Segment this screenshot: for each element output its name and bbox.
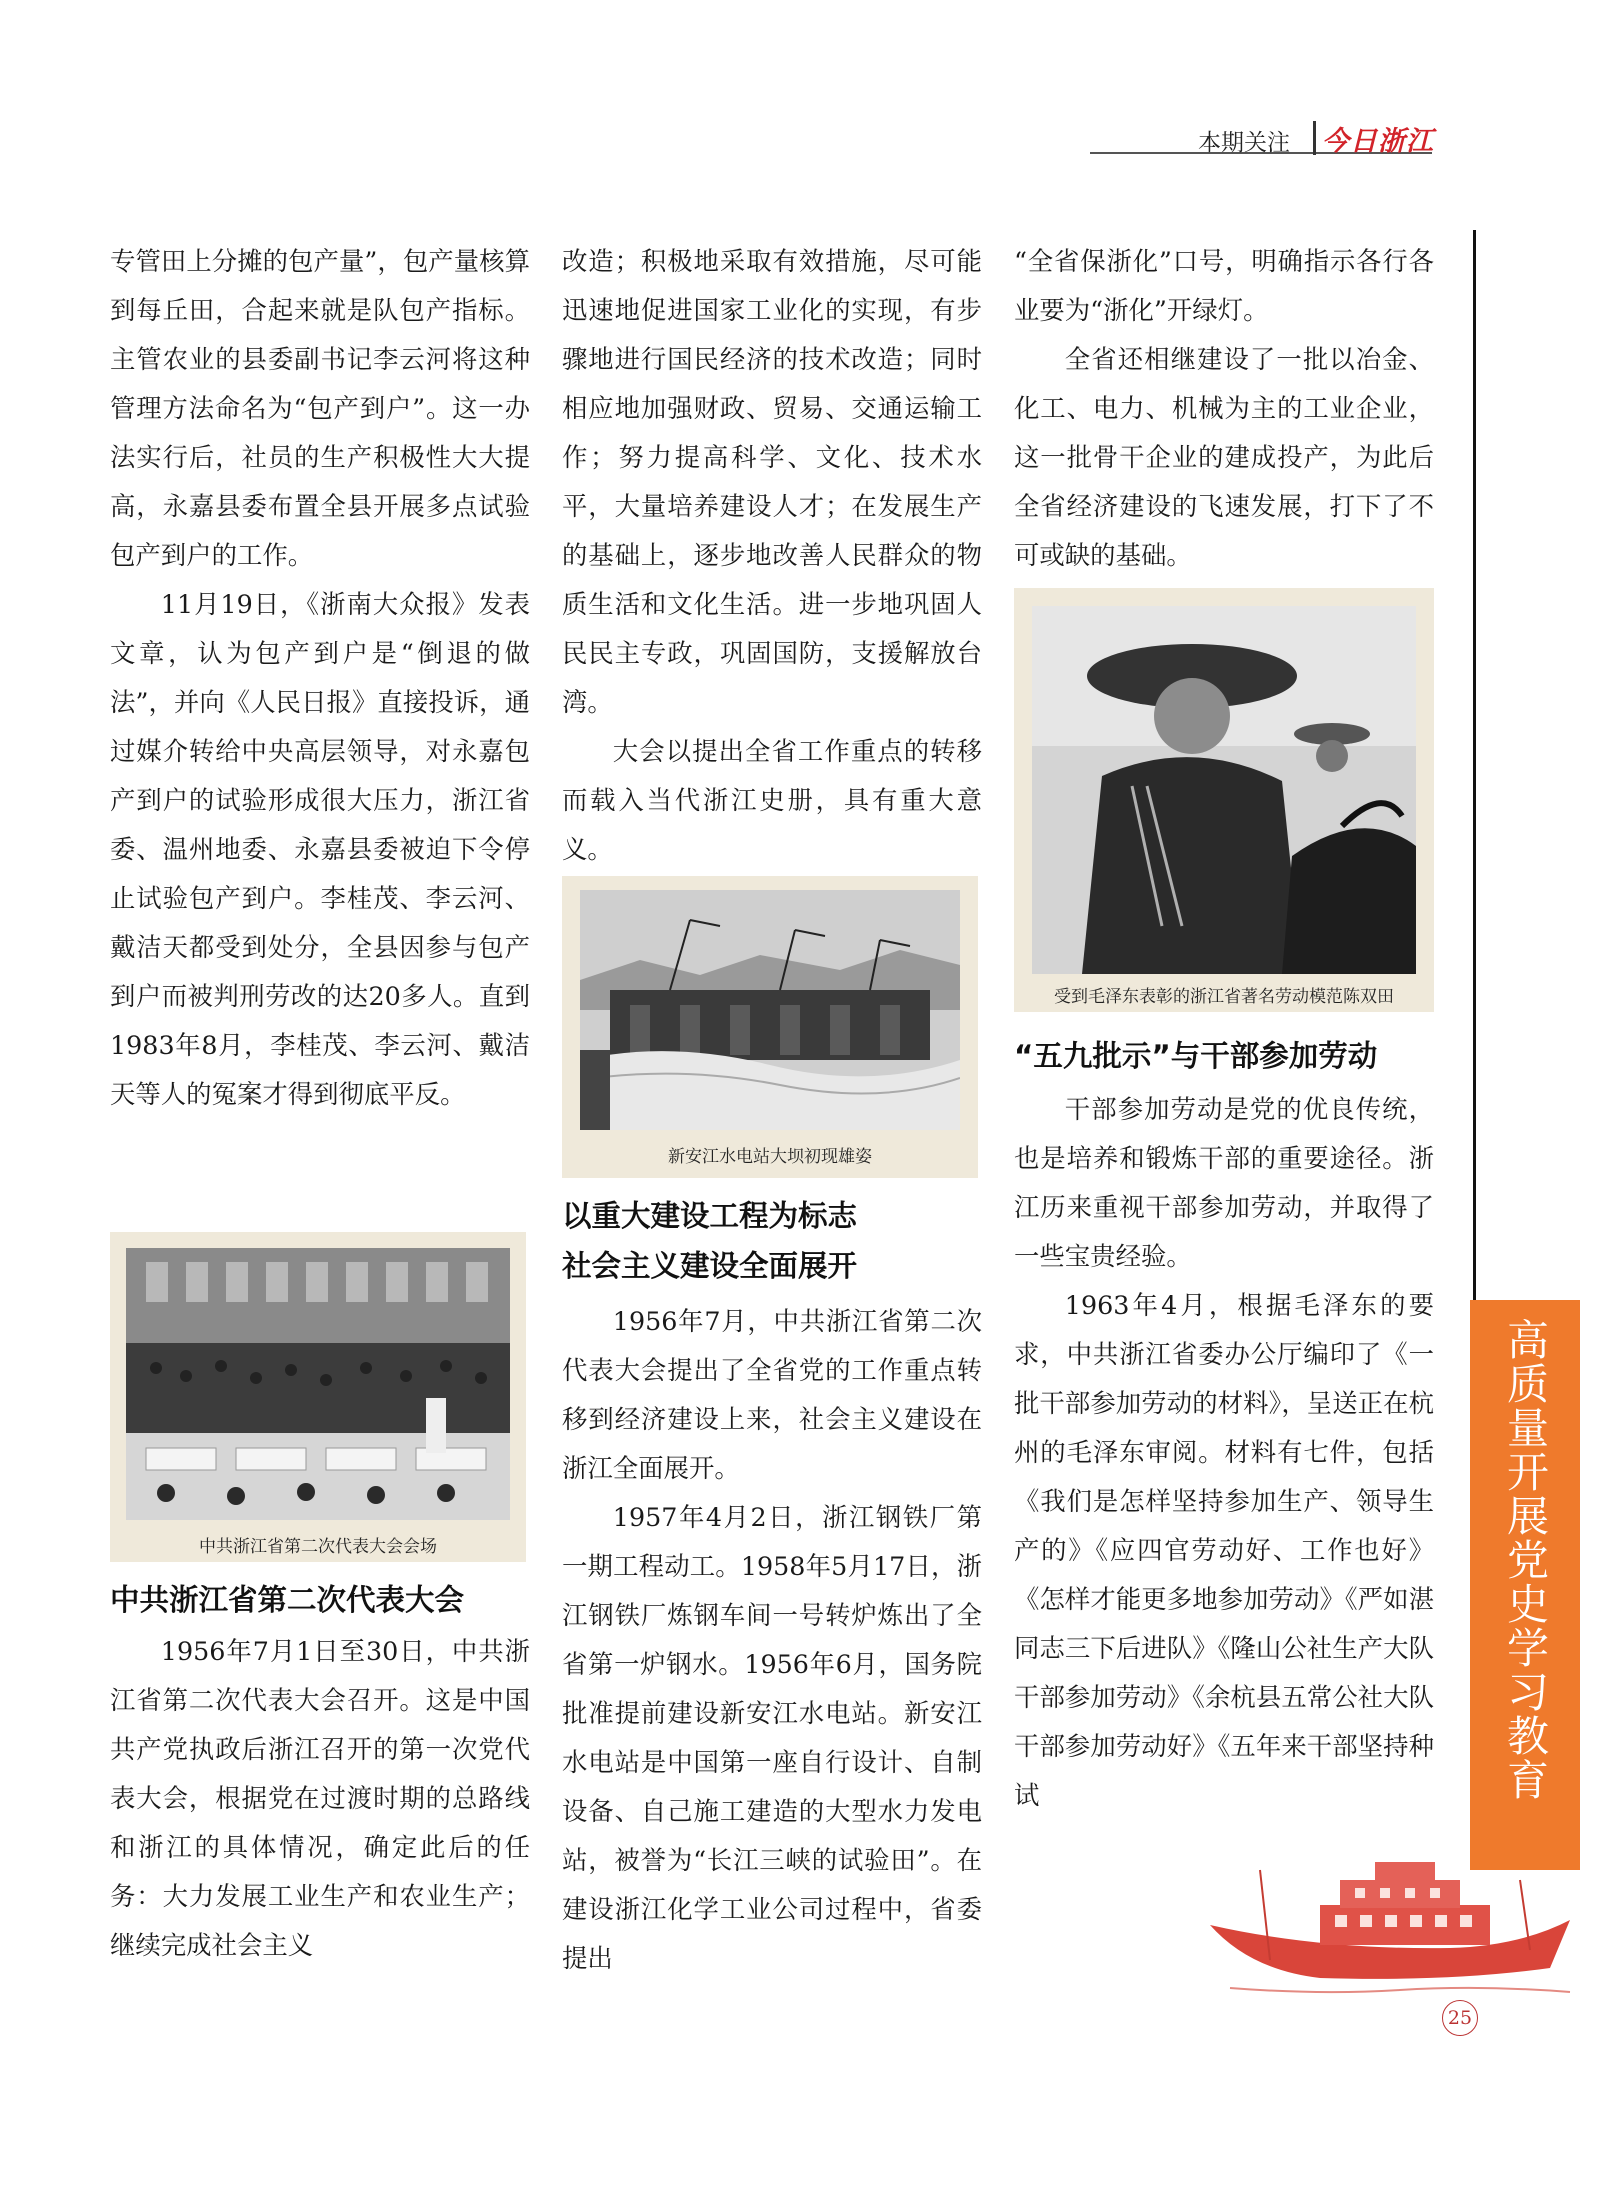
side-tab-label: 高质量开展党史学习教育 <box>1501 1318 1550 1802</box>
section-label: 本期关注 <box>1198 130 1290 156</box>
photo-caption: 中共浙江省第二次代表大会会场 <box>199 1537 437 1557</box>
section-heading: “五九批示”与干部参加劳动 <box>1014 1039 1378 1073</box>
paragraph: 1956年7月1日至30日，中共浙江省第二次代表大会召开。这是中国共产党执政后浙江召开的第一次党代表大会，根据党在过渡时期的总路线和浙江的具体情况，确定此后的任务：大力发展工业生产和农业生产；继续完成社会主义 <box>110 1636 530 1960</box>
column-3-top <box>1014 237 1434 580</box>
paragraph: 改造；积极地采取有效措施，尽可能迅速地促进国家工业化的实现，有步骤地进行国民经济的技术改造；同时相应地加强财政、贸易、交通运输工作；努力提高科学、文化、技术水平，大量培养建设人才；在发展生产的基础上，逐步地改善人民群众的物质生活和文化生活。进一步地巩固人民民主专政，巩固国防，支援解放台湾。 <box>562 246 982 717</box>
paragraph: 11月19日，《浙南大众报》发表文章，认为包产到户是“倒退的做法”，并向《人民日报》直接投诉，通过媒介转给中央高层领导，对永嘉包产到户的试验形成很大压力，浙江省委、温州地委、永嘉县委被迫下令停止试验包产到户。李桂茂、李云河、戴洁天都受到处分，全县因参与包产到户而被判刑劳改的达20多人。直到1983年8月，李桂茂、李云河、戴洁天等人的冤案才得到彻底平反。 <box>110 589 530 1109</box>
photo-frame-dam <box>562 876 978 1178</box>
column-2-bottom <box>562 1297 982 1983</box>
section-heading-line1: 以重大建设工程为标志 <box>562 1199 858 1233</box>
paragraph: 干部参加劳动是党的优良传统，也是培养和锻炼干部的重要途径。浙江历来重视干部参加劳动，并取得了一些宝贵经验。 <box>1014 1094 1434 1271</box>
photo-caption: 受到毛泽东表彰的浙江省著名劳动模范陈双田 <box>1054 987 1394 1007</box>
paragraph: 专管田上分摊的包产量”，包产量核算到每丘田，合起来就是队包产指标。主管农业的县委副书记李云河将这种管理方法命名为“包产到户”。这一办法实行后，社员的生产积极性大大提高，永嘉县委布置全县开展多点试验包产到户的工作。 <box>110 246 530 570</box>
magazine-logo: 今日浙江 <box>1322 126 1434 157</box>
photo-frame-congress <box>110 1232 526 1562</box>
section-heading: 中共浙江省第二次代表大会 <box>110 1583 465 1617</box>
side-rule <box>1473 230 1476 1330</box>
section-heading-line2: 社会主义建设全面展开 <box>562 1249 858 1283</box>
dam-photo <box>580 890 960 1130</box>
paragraph: 1956年7月，中共浙江省第二次代表大会提出了全省党的工作重点转移到经济建设上来，社会主义建设在浙江全面展开。 <box>562 1306 982 1483</box>
header-separator <box>1313 121 1316 155</box>
column-2-top <box>562 237 982 874</box>
congress-hall-photo <box>126 1248 510 1520</box>
paragraph: 大会以提出全省工作重点的转移而载入当代浙江史册，具有重大意义。 <box>562 736 982 864</box>
paragraph: 全省还相继建设了一批以冶金、化工、电力、机械为主的工业企业，这一批骨干企业的建成投产，为此后全省经济建设的飞速发展，打下了不可或缺的基础。 <box>1014 344 1434 570</box>
laborer-photo <box>1032 606 1416 974</box>
paragraph: 1957年4月2日，浙江钢铁厂第一期工程动工。1958年5月17日，浙江钢铁厂炼钢车间一号转炉炼出了全省第一炉钢水。1956年6月，国务院批准提前建设新安江水电站。新安江水电站是中国第一座自行设计、自制设备、自己施工建造的大型水力发电站，被誉为“长江三峡的试验田”。在建设浙江化学工业公司过程中，省委提出 <box>562 1502 982 1973</box>
photo-caption: 新安江水电站大坝初现雄姿 <box>668 1147 872 1167</box>
photo-frame-laborer <box>1014 588 1434 1012</box>
page-number: 25 <box>1442 2000 1478 2036</box>
red-boat-illustration <box>1200 1850 1580 2000</box>
paragraph: “全省保浙化”口号，明确指示各行各业要为“浙化”开绿灯。 <box>1014 246 1434 325</box>
column-1-top <box>110 237 530 1119</box>
paragraph: 1963年4月，根据毛泽东的要求，中共浙江省委办公厅编印了《一批干部参加劳动的材料》，呈送正在杭州的毛泽东审阅。材料有七件，包括《我们是怎样坚持参加生产、领导生产的》《应四官劳动好、工作也好》《怎样才能更多地参加劳动》《严如湛同志三下后进队》《隆山公社生产大队干部参加劳动》《余杭县五常公社大队干部参加劳动好》《五年来干部坚持种试 <box>1014 1290 1434 1810</box>
column-1-bottom <box>110 1627 530 1970</box>
column-3-bottom <box>1014 1085 1434 1820</box>
